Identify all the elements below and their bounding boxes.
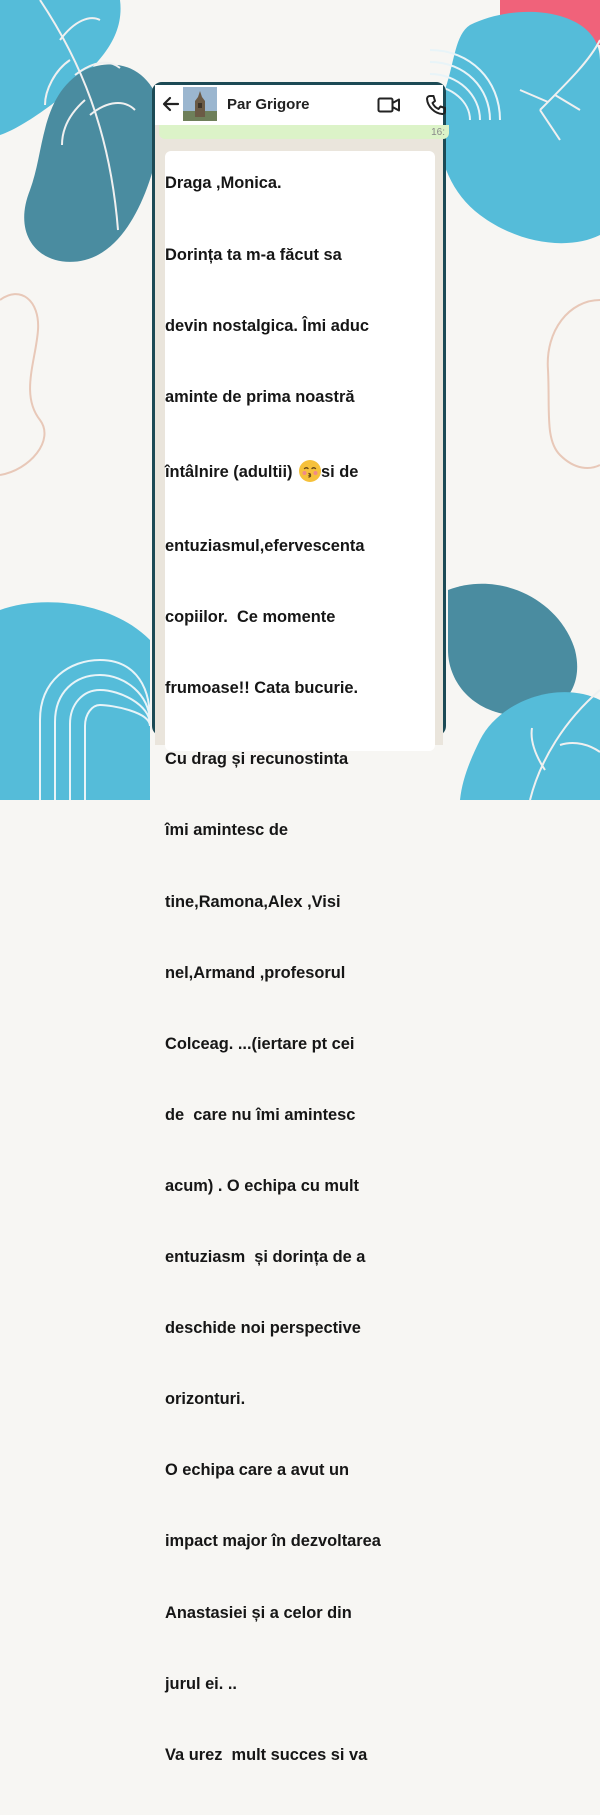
message-line: Draga ,Monica. (165, 174, 282, 193)
kissing-face-emoji (299, 460, 321, 482)
message-line: orizonturi. (165, 1390, 246, 1409)
phone-icon[interactable] (425, 94, 447, 116)
blob-bottom-right-light (460, 692, 600, 800)
arrow-left-icon[interactable] (161, 94, 181, 114)
message-line: entuziasm și dorința de a (165, 1248, 366, 1267)
message-line: deschide noi perspective (165, 1319, 361, 1338)
message-line: copiilor. Ce momente (165, 608, 336, 627)
message-line: Va urez mult succes si va (165, 1745, 368, 1764)
message-line: tine,Ramona,Alex ,Visi (165, 892, 341, 911)
message-line: acum) . O echipa cu mult (165, 1176, 359, 1195)
message-line: Colceag. ...(iertare pt cei (165, 1034, 355, 1053)
outline-left (0, 294, 44, 475)
message-line: impact major în dezvoltarea (165, 1532, 381, 1551)
message-line: devin nostalgica. Îmi aduc (165, 316, 370, 335)
blob-bottom-left (0, 602, 150, 800)
message-line: frumoase!! Cata bucurie. (165, 679, 359, 698)
message-line: Anastasiei și a celor din (165, 1603, 352, 1622)
chat-header (155, 85, 443, 125)
message-line: Cu drag și recunostinta (165, 750, 349, 769)
message-line: nel,Armand ,profesorul (165, 963, 346, 982)
message-line: entuziasmul,efervescenta (165, 536, 365, 555)
message-line: O echipa care a avut un (165, 1461, 350, 1480)
message-line-part: si de (321, 462, 359, 481)
chat-screenshot (152, 82, 446, 1764)
avatar[interactable] (183, 87, 217, 121)
message-line (165, 460, 427, 485)
message-line: jurul ei. .. (165, 1674, 237, 1693)
message-timestamp: 16: (431, 127, 445, 138)
message-line: aminte de prima noastră (165, 387, 355, 406)
message-text (165, 125, 427, 1815)
message-line: îmi amintesc de (165, 821, 288, 840)
video-camera-icon[interactable] (377, 96, 401, 114)
contact-name[interactable]: Par Grigore (227, 96, 310, 113)
blob-top-right (438, 12, 600, 243)
outline-right (548, 300, 600, 468)
message-line-part: întâlnire (adultii) (165, 462, 293, 481)
message-line: de care nu îmi amintesc (165, 1105, 356, 1124)
message-line: Dorința ta m-a făcut sa (165, 245, 342, 264)
